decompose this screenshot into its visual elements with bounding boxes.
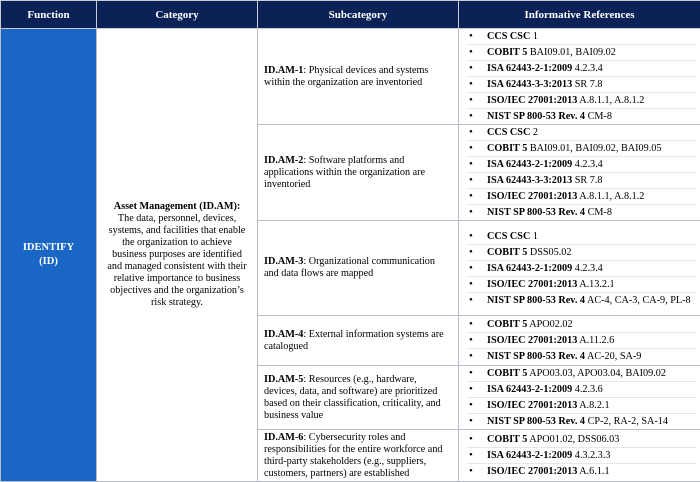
subcategory-text: Cybersecurity roles and responsibilities for the entire workforce and third-party stakeholders (e.g., suppliers, customers, partners) are established [264,432,443,479]
reference-detail: A.13.2.1 [579,279,614,290]
category-title: Asset Management (ID.AM): [107,201,247,213]
reference-source: ISO/IEC 27001:2013 [487,191,577,202]
reference-detail: 2 [533,127,538,138]
header-function: Function [1,1,97,29]
reference-source: ISO/IEC 27001:2013 [487,95,577,106]
reference-item [467,141,696,157]
reference-item [467,317,696,333]
reference-source: NIST SP 800-53 Rev. 4 [487,295,585,306]
header-informative-references: Informative References [459,1,700,29]
header-row [1,1,700,29]
reference-detail: CM-8 [588,207,612,218]
reference-detail: A.6.1.1 [579,466,609,477]
reference-item [467,45,696,61]
reference-detail: 4.2.3.4 [575,63,603,74]
reference-source: ISA 62443-2-1:2009 [487,450,572,461]
reference-item [467,173,696,189]
reference-item [467,189,696,205]
subcategory-text: Resources (e.g., hardware, devices, data, and software) are prioritized based on their classification, criticality, and business value [264,374,441,421]
category-cell [97,29,258,482]
header-subcategory: Subcategory [258,1,459,29]
reference-source: CCS CSC [487,31,530,42]
references-cell [459,366,700,430]
reference-item [467,229,696,245]
reference-detail: 1 [533,31,538,42]
reference-item [467,382,696,398]
reference-detail: A.8.1.1, A.8.1.2 [579,95,644,106]
subcategory-id: ID.AM-6 [264,432,303,443]
subcategory-text: Software platforms and applications within the organization are inventoried [264,155,425,190]
references-cell [459,430,700,482]
subcategory-cell: ID.AM-3: Organizational communication and data flows are mapped [258,221,459,316]
reference-detail: SR 7.8 [575,175,603,186]
function-code: (ID) [1,255,96,269]
reference-item [467,261,696,277]
references-cell [459,29,700,125]
reference-item [467,448,696,464]
reference-source: COBIT 5 [487,143,527,154]
reference-detail: 1 [533,231,538,242]
reference-item [467,293,696,308]
subcategory-cell: ID.AM-1: Physical devices and systems within the organization are inventoried [258,29,459,125]
subcategory-text: Organizational communication and data flows are mapped [264,256,435,279]
reference-detail: DSS05.02 [530,247,572,258]
reference-list [467,366,696,429]
subcategory-id: ID.AM-2 [264,155,303,166]
reference-source: ISA 62443-2-1:2009 [487,263,572,274]
reference-item [467,245,696,261]
reference-source: COBIT 5 [487,47,527,58]
reference-detail: AC-20, SA-9 [587,351,641,362]
reference-source: ISA 62443-3-3:2013 [487,175,572,186]
reference-list [467,29,696,124]
reference-source: ISA 62443-3-3:2013 [487,79,572,90]
reference-detail: APO03.03, APO03.04, BAI09.02 [529,368,666,379]
reference-detail: BAI09.01, BAI09.02 [530,47,616,58]
reference-item [467,61,696,77]
header-category: Category [97,1,258,29]
function-name: IDENTIFY [1,241,96,255]
subcategory-id: ID.AM-4 [264,329,303,340]
subcategory-text: External information systems are catalogued [264,329,444,352]
reference-item [467,77,696,93]
reference-detail: 4.3.2.3.3 [575,450,611,461]
reference-item [467,277,696,293]
reference-list [467,432,696,479]
reference-detail: APO02.02 [529,319,572,330]
reference-item [467,349,696,364]
references-cell [459,316,700,366]
reference-source: CCS CSC [487,127,530,138]
reference-item [467,157,696,173]
reference-source: NIST SP 800-53 Rev. 4 [487,416,585,427]
reference-list [467,229,696,308]
reference-detail: 4.2.3.4 [575,263,603,274]
subcategory-cell: ID.AM-2: Software platforms and applications within the organization are inventoried [258,125,459,221]
reference-list [467,317,696,364]
reference-detail: CM-8 [588,111,612,122]
reference-detail: A.8.2.1 [579,400,609,411]
subcategory-text: Physical devices and systems within the organization are inventoried [264,65,428,88]
reference-source: ISO/IEC 27001:2013 [487,279,577,290]
reference-detail: BAI09.01, BAI09.02, BAI09.05 [530,143,662,154]
reference-detail: CP-2, RA-2, SA-14 [588,416,668,427]
reference-detail: A.11.2.6 [579,335,614,346]
reference-item [467,432,696,448]
reference-source: CCS CSC [487,231,530,242]
reference-item [467,205,696,220]
subcategory-cell: ID.AM-6: Cybersecurity roles and responsibilities for the entire workforce and third-party stakeholders (e.g., suppliers, customers, partners) are established [258,430,459,482]
reference-detail: AC-4, CA-3, CA-9, PL-8 [587,295,691,306]
reference-source: COBIT 5 [487,368,527,379]
reference-source: COBIT 5 [487,319,527,330]
reference-source: ISO/IEC 27001:2013 [487,400,577,411]
subcategory-id: ID.AM-1 [264,65,303,76]
table-row [1,29,700,125]
reference-detail: APO01.02, DSS06.03 [529,434,619,445]
reference-source: COBIT 5 [487,434,527,445]
references-cell [459,221,700,316]
reference-item [467,414,696,429]
references-cell [459,125,700,221]
function-cell [1,29,97,482]
subcategory-cell: ID.AM-5: Resources (e.g., hardware, devices, data, and software) are prioritized based on their classification, criticality, and business value [258,366,459,430]
reference-item [467,29,696,45]
reference-item [467,464,696,479]
reference-detail: A.8.1.1, A.8.1.2 [579,191,644,202]
reference-source: NIST SP 800-53 Rev. 4 [487,351,585,362]
reference-source: COBIT 5 [487,247,527,258]
reference-item [467,93,696,109]
reference-list [467,125,696,220]
reference-detail: SR 7.8 [575,79,603,90]
reference-source: NIST SP 800-53 Rev. 4 [487,111,585,122]
subcategory-cell: ID.AM-4: External information systems are catalogued [258,316,459,366]
reference-detail: 4.2.3.6 [575,384,603,395]
reference-item [467,398,696,414]
reference-source: ISA 62443-2-1:2009 [487,159,572,170]
subcategory-id: ID.AM-3 [264,256,303,267]
reference-item [467,125,696,141]
reference-source: ISO/IEC 27001:2013 [487,466,577,477]
reference-source: ISA 62443-2-1:2009 [487,63,572,74]
reference-item [467,366,696,382]
reference-item [467,109,696,124]
reference-source: NIST SP 800-53 Rev. 4 [487,207,585,218]
reference-detail: 4.2.3.4 [575,159,603,170]
reference-item [467,333,696,349]
reference-source: ISO/IEC 27001:2013 [487,335,577,346]
category-description: The data, personnel, devices, systems, and facilities that enable the organization to achieve business purposes are identified and managed consistent with their relative importance to business objectives and the organization’s risk strategy. [107,213,247,309]
subcategory-id: ID.AM-5 [264,374,303,385]
reference-source: ISA 62443-2-1:2009 [487,384,572,395]
